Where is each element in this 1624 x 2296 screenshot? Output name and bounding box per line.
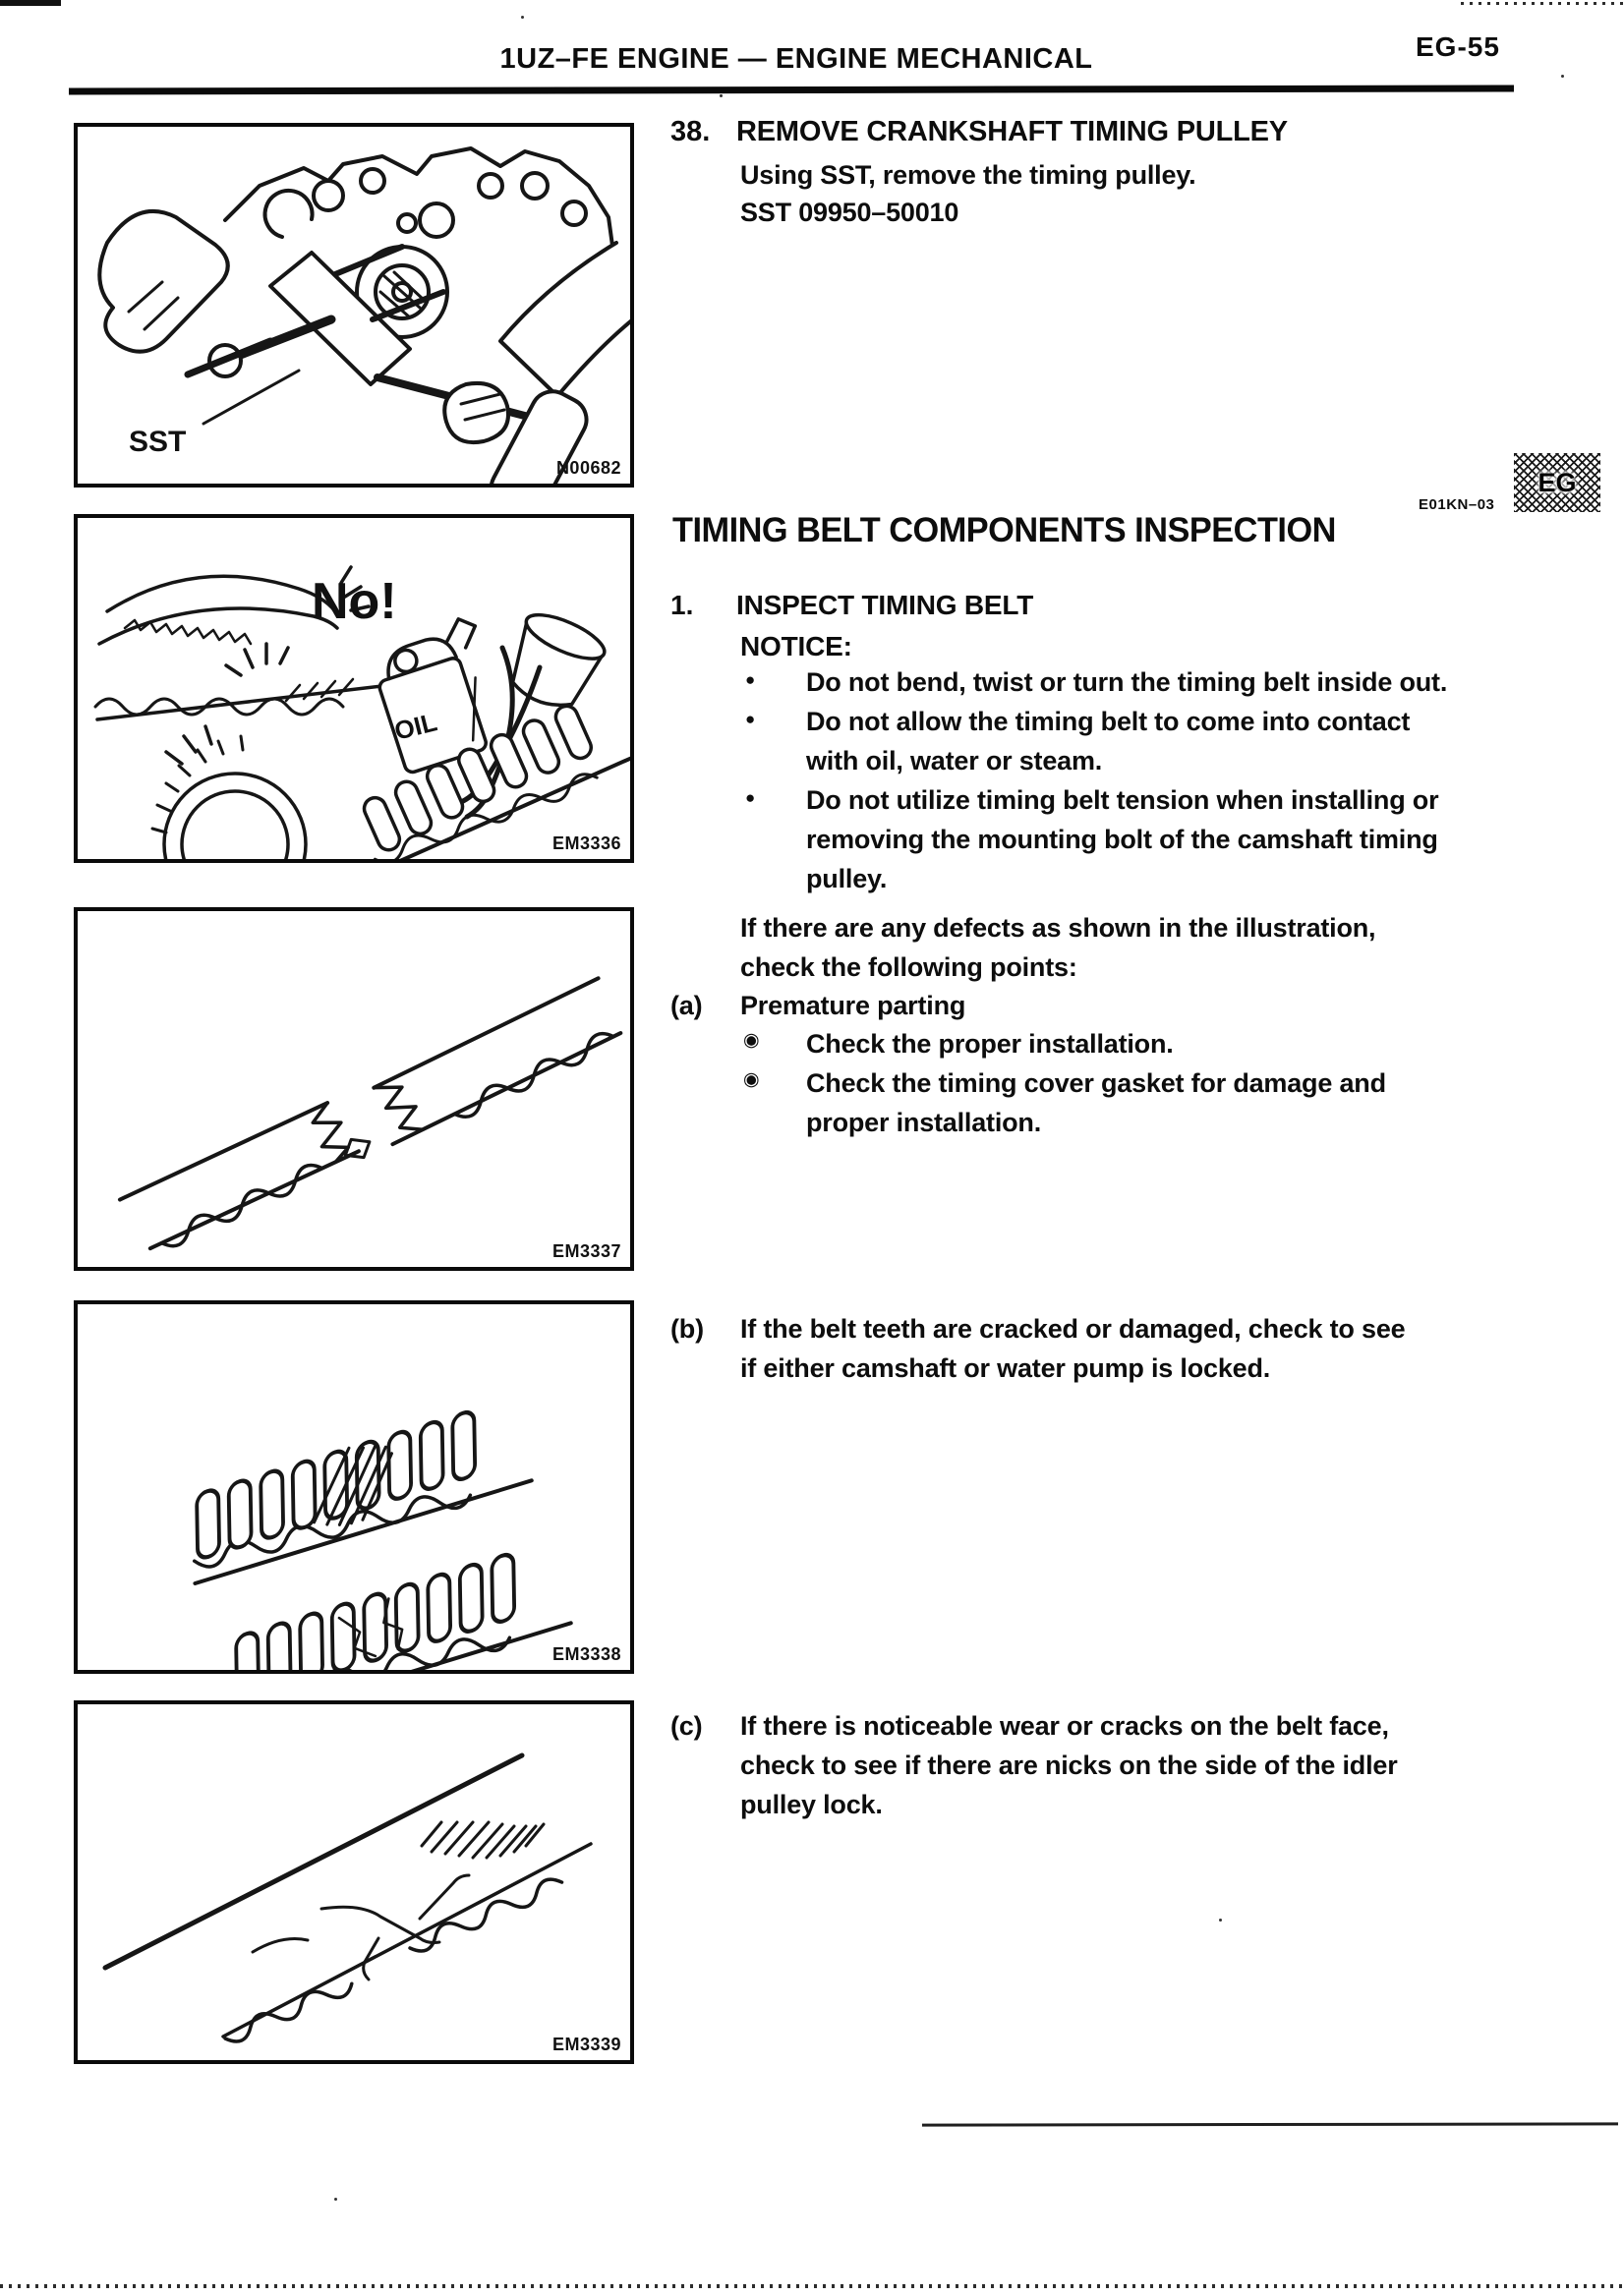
scan-artifact xyxy=(720,94,723,97)
check-item xyxy=(743,1024,1522,1063)
notice-line: removing the mounting bolt of the camshaft timing xyxy=(806,825,1438,854)
notice-item xyxy=(743,702,1522,780)
torn-belt-illustration xyxy=(78,911,630,1267)
notice-line: ● Do not bend, twist or turn the timing belt inside out. xyxy=(806,667,1448,697)
item-title: Premature parting xyxy=(740,991,966,1020)
header-title: 1UZ–FE ENGINE — ENGINE MECHANICAL xyxy=(499,43,1093,75)
notice-item xyxy=(743,780,1522,898)
step-number: 1. xyxy=(670,590,694,620)
scan-artifact xyxy=(521,16,524,19)
item-c xyxy=(670,1706,1536,1824)
scan-artifact xyxy=(0,0,61,6)
figure-belt-handling-warnings xyxy=(74,514,634,863)
scan-artifact xyxy=(334,2198,337,2201)
scan-artifact xyxy=(1461,2,1624,5)
step-number: 38. xyxy=(670,116,711,147)
item-b xyxy=(670,1309,1536,1388)
figure-code: N00682 xyxy=(555,458,621,478)
section-ref-code: E01KN–03 xyxy=(1419,496,1495,513)
item-line: pulley lock. xyxy=(740,1790,883,1819)
belt-warning-illustration xyxy=(78,518,630,859)
item-label: (b) xyxy=(670,1314,704,1344)
step-38 xyxy=(670,116,1536,148)
figure-premature-parting xyxy=(74,907,634,1271)
scan-artifact xyxy=(1219,1919,1222,1922)
check-item xyxy=(743,1063,1522,1142)
item-line: if either camshaft or water pump is locked. xyxy=(740,1353,1271,1383)
notice-line: ● Do not allow the timing belt to come into contact xyxy=(806,707,1411,736)
header-rule xyxy=(69,85,1514,94)
figure-belt-face-wear xyxy=(74,1700,634,2064)
section-title: TIMING BELT COMPONENTS INSPECTION xyxy=(672,511,1336,549)
footer-rule xyxy=(922,2122,1618,2126)
notice-item xyxy=(743,662,1522,702)
notice-list xyxy=(743,662,1522,898)
scan-artifact xyxy=(0,2284,1624,2288)
figure-cracked-teeth xyxy=(74,1300,634,1674)
belt-teeth-illustration xyxy=(78,1304,630,1670)
notice-line: with oil, water or steam. xyxy=(806,746,1103,775)
notice-label: NOTICE: xyxy=(740,631,852,661)
figure-crankshaft-pulley-removal xyxy=(74,123,634,488)
item-a xyxy=(670,986,1536,1025)
belt-wear-illustration xyxy=(78,1704,630,2060)
step-title: REMOVE CRANKSHAFT TIMING PULLEY xyxy=(736,116,1288,147)
defects-intro xyxy=(740,908,1527,987)
intro-line: If there are any defects as shown in the illustration, xyxy=(740,913,1376,943)
figure-code: EM3337 xyxy=(551,1241,621,1261)
item-line: If the belt teeth are cracked or damaged, check to see xyxy=(740,1314,1406,1344)
item-line: If there is noticeable wear or cracks on the belt face, xyxy=(740,1711,1389,1741)
notice-line: ● Do not utilize timing belt tension when installing or xyxy=(806,785,1439,815)
figure-code: EM3338 xyxy=(551,1644,621,1664)
item-label: (a) xyxy=(670,991,703,1020)
notice-line: pulley. xyxy=(806,864,888,893)
step-38-instruction: Using SST, remove the timing pulley. xyxy=(740,160,1196,190)
step-title: INSPECT TIMING BELT xyxy=(736,590,1034,620)
scan-artifact xyxy=(1561,75,1564,78)
check-line: ◉ Check the timing cover gasket for damage and xyxy=(806,1068,1386,1098)
step-1 xyxy=(670,590,1536,621)
section-tab-label: EG xyxy=(1537,467,1577,497)
check-line: proper installation. xyxy=(806,1108,1042,1137)
item-a-checks xyxy=(743,1024,1522,1142)
check-line: ◉ Check the proper installation. xyxy=(806,1029,1174,1059)
item-line: check to see if there are nicks on the side of the idler xyxy=(740,1751,1398,1780)
figure-code: EM3339 xyxy=(551,2035,621,2054)
figure-code: EM3336 xyxy=(551,833,621,853)
engine-puller-illustration xyxy=(78,127,630,484)
intro-line: check the following points: xyxy=(740,952,1077,982)
sst-label: SST xyxy=(129,426,187,458)
section-tab-eg xyxy=(1514,453,1600,512)
page-number: EG-55 xyxy=(1416,31,1500,62)
oil-label: OIL xyxy=(391,707,440,746)
no-label: No! xyxy=(312,573,397,630)
sst-part-number: SST 09950–50010 xyxy=(740,198,959,227)
item-label: (c) xyxy=(670,1711,703,1741)
